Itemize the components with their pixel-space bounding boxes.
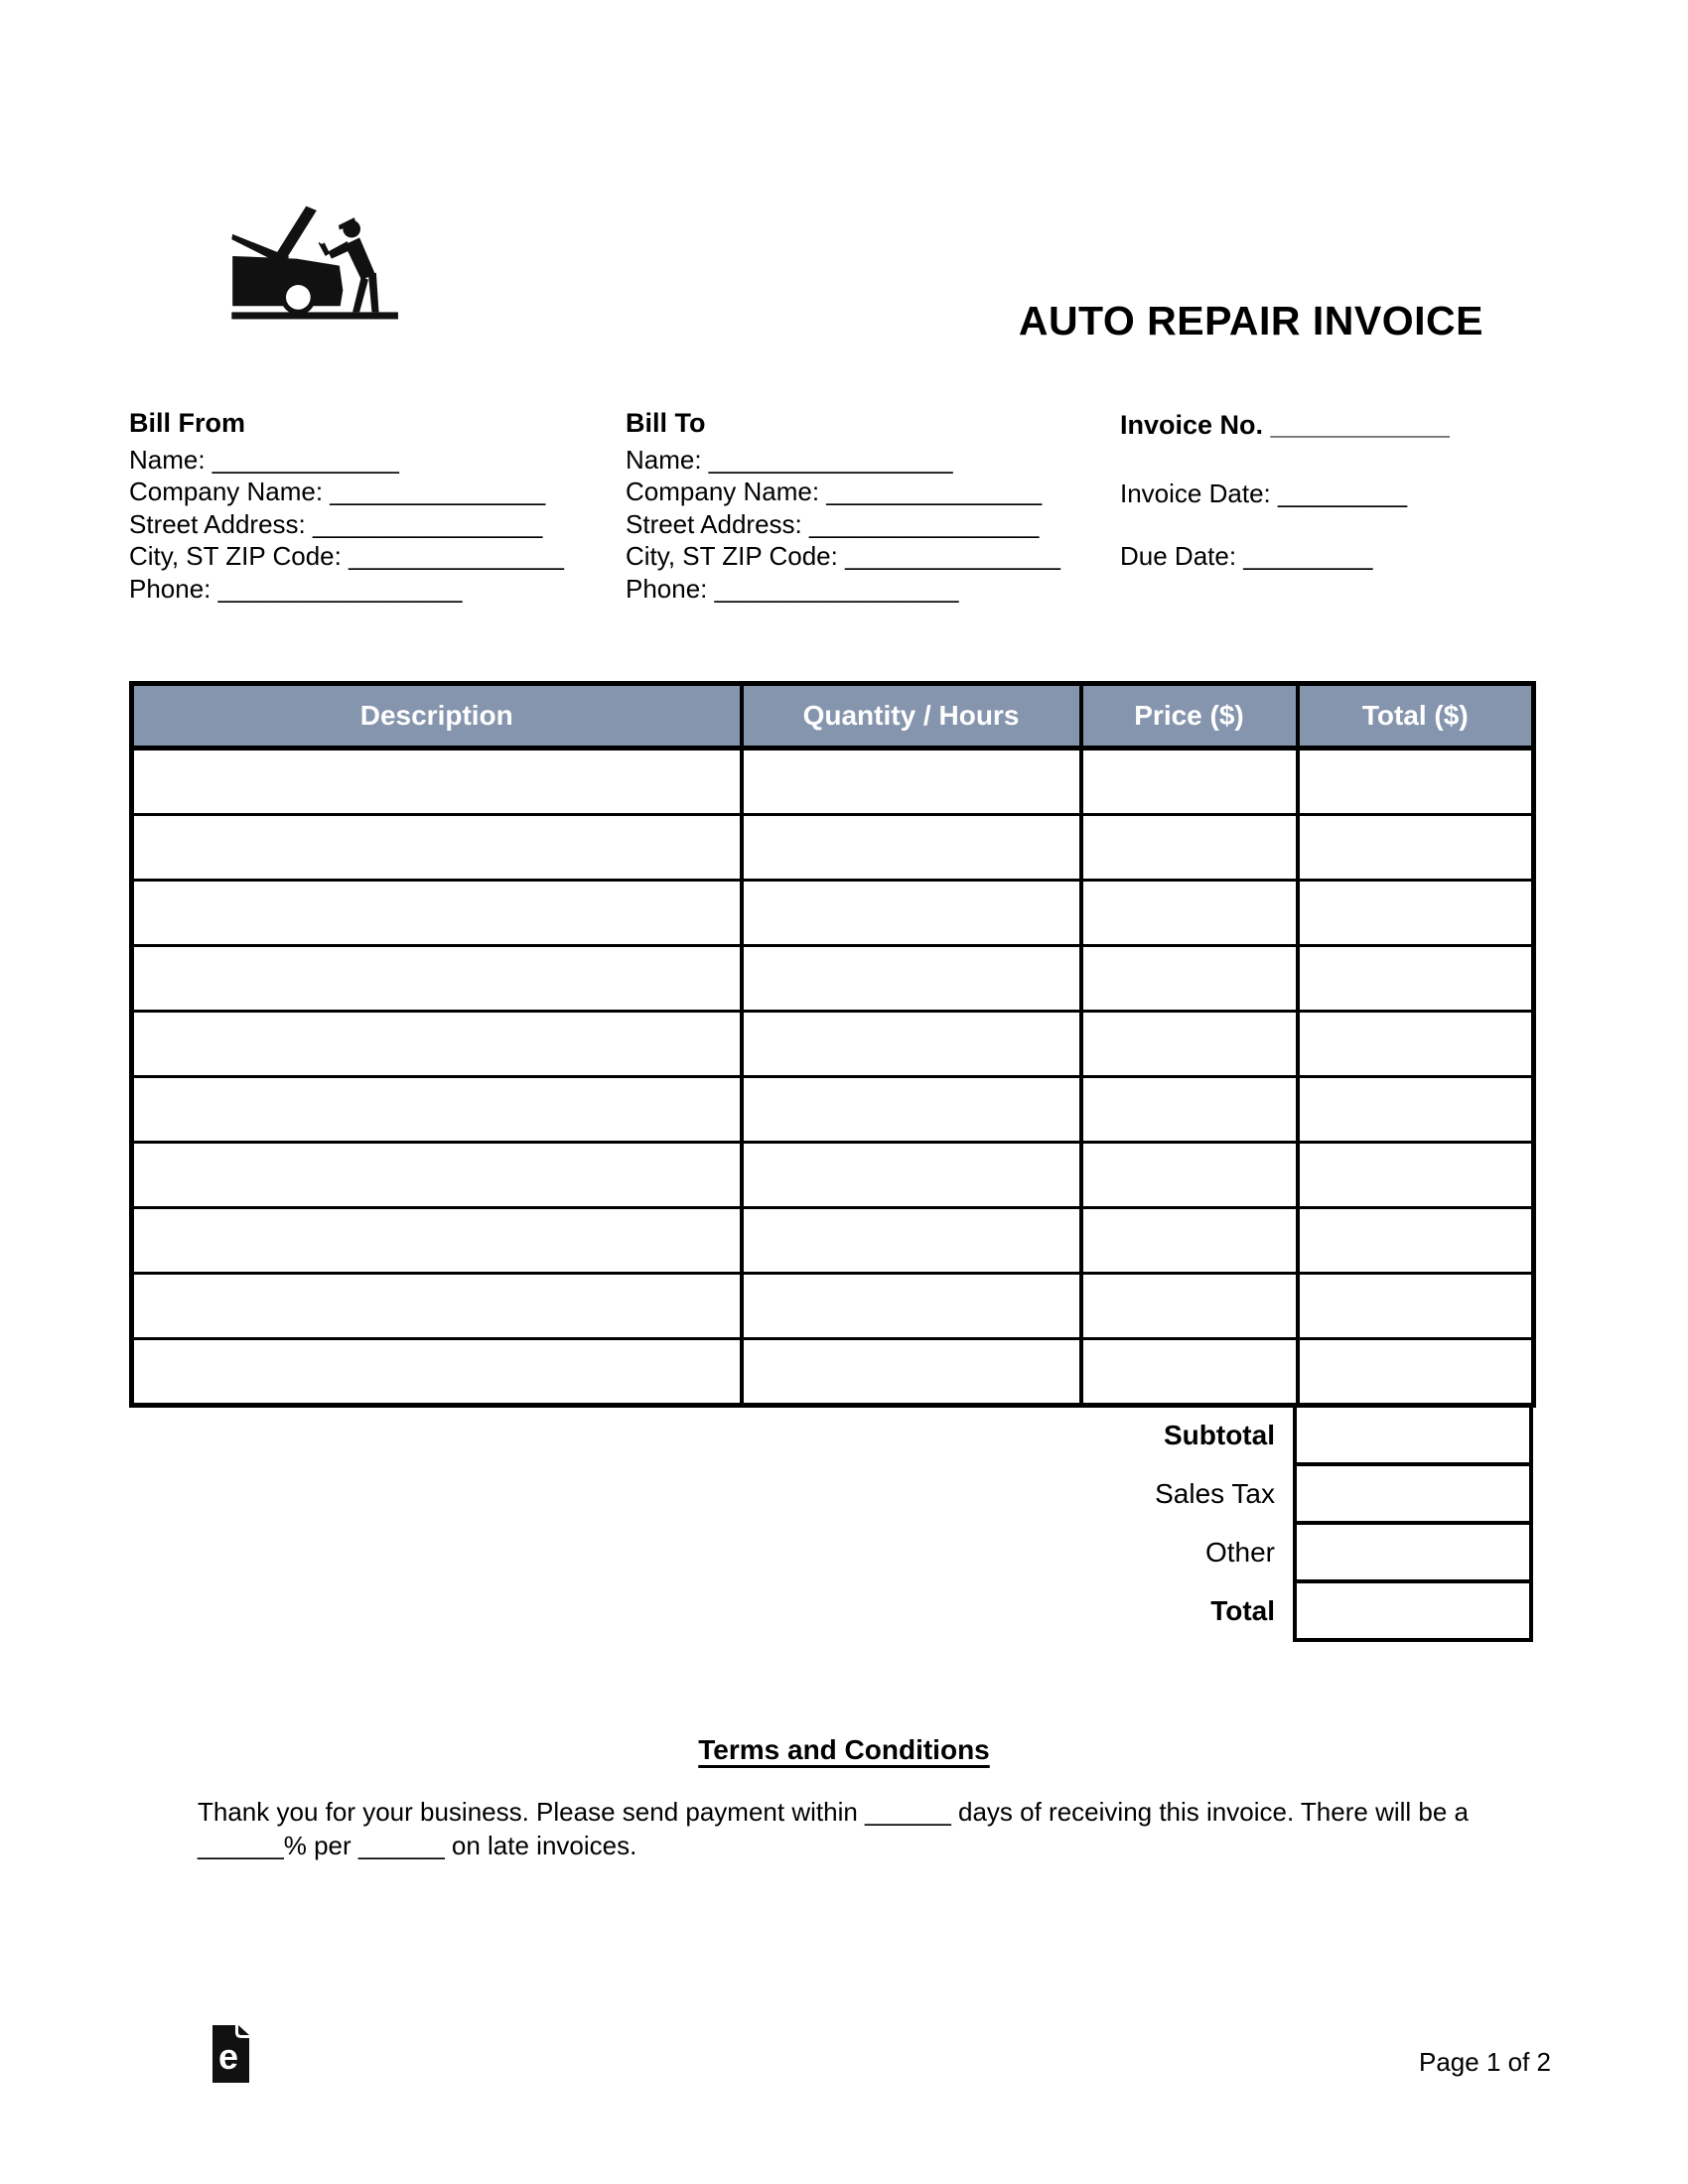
bill-to-city-field[interactable]: City, ST ZIP Code: _______________: [626, 541, 1060, 572]
item-cell[interactable]: [132, 1208, 742, 1274]
item-row: [132, 1208, 1534, 1274]
bill-to-company-field[interactable]: Company Name: _______________: [626, 477, 1043, 507]
subtotal-label: Subtotal: [1164, 1419, 1275, 1450]
item-cell[interactable]: [1298, 1012, 1534, 1077]
invoice-number-field[interactable]: Invoice No. ____________: [1120, 410, 1450, 440]
col-header-total: Total ($): [1298, 684, 1534, 749]
item-cell[interactable]: [132, 1012, 742, 1077]
item-cell[interactable]: [1081, 1339, 1298, 1406]
item-cell[interactable]: [742, 815, 1081, 881]
totals-table: [129, 1404, 1533, 1642]
item-cell[interactable]: [132, 946, 742, 1012]
item-cell[interactable]: [132, 1274, 742, 1339]
item-cell[interactable]: [742, 749, 1081, 815]
item-cell[interactable]: [1081, 1143, 1298, 1208]
eforms-document-logo: [210, 2025, 249, 2083]
item-row: [132, 1339, 1534, 1406]
item-cell[interactable]: [132, 1339, 742, 1406]
sales-tax-value-box[interactable]: [1295, 1464, 1531, 1523]
item-cell[interactable]: [1298, 1077, 1534, 1143]
hood-blade: [272, 206, 317, 262]
items-body: [132, 749, 1534, 1406]
subtotal-row: [129, 1406, 1531, 1464]
mechanic-car-logo: [211, 189, 421, 338]
bill-from-section: [129, 407, 564, 605]
item-cell[interactable]: [132, 1143, 742, 1208]
item-cell[interactable]: [132, 1077, 742, 1143]
item-row: [132, 1143, 1534, 1208]
due-date-field[interactable]: Due Date: _________: [1120, 541, 1373, 571]
item-row: [132, 749, 1534, 815]
item-cell[interactable]: [1298, 815, 1534, 881]
sales-tax-label: Sales Tax: [1155, 1477, 1275, 1509]
bill-to-phone-field[interactable]: Phone: _________________: [626, 573, 959, 604]
bill-from-street-field[interactable]: Street Address: ________________: [129, 508, 543, 539]
terms-heading: Terms and Conditions: [698, 1734, 990, 1765]
item-cell[interactable]: [1081, 881, 1298, 946]
item-row: [132, 815, 1534, 881]
other-row: [129, 1523, 1531, 1581]
bill-to-name-field[interactable]: Name: _________________: [626, 445, 953, 475]
item-cell[interactable]: [132, 749, 742, 815]
mechanic-leg-back: [368, 273, 379, 313]
total-row: [129, 1581, 1531, 1640]
invoice-date-field[interactable]: Invoice Date: _________: [1120, 478, 1408, 508]
item-cell[interactable]: [742, 1339, 1081, 1406]
item-cell[interactable]: [742, 881, 1081, 946]
item-cell[interactable]: [1081, 749, 1298, 815]
item-cell[interactable]: [1081, 1077, 1298, 1143]
other-label: Other: [1204, 1536, 1275, 1568]
item-cell[interactable]: [742, 1012, 1081, 1077]
total-value-box[interactable]: [1295, 1581, 1531, 1640]
item-cell[interactable]: [742, 1077, 1081, 1143]
col-header-description: Description: [132, 684, 742, 749]
item-cell[interactable]: [1298, 1274, 1534, 1339]
sales-tax-row: [129, 1464, 1531, 1523]
subtotal-value-box[interactable]: [1295, 1406, 1531, 1464]
item-cell[interactable]: [742, 1143, 1081, 1208]
bill-to-street-field[interactable]: Street Address: ________________: [626, 508, 1040, 539]
item-cell[interactable]: [1298, 1208, 1534, 1274]
bill-from-heading: Bill From: [129, 408, 246, 438]
item-cell[interactable]: [1298, 946, 1534, 1012]
item-cell[interactable]: [1298, 1143, 1534, 1208]
item-row: [132, 1274, 1534, 1339]
ground-line: [231, 312, 398, 319]
col-header-price: Price ($): [1081, 684, 1298, 749]
item-cell[interactable]: [132, 815, 742, 881]
total-label: Total: [1210, 1594, 1275, 1626]
mechanic-torso: [345, 237, 375, 279]
bill-from-phone-field[interactable]: Phone: _________________: [129, 573, 463, 604]
bill-from-company-field[interactable]: Company Name: _______________: [129, 477, 546, 507]
item-cell[interactable]: [742, 946, 1081, 1012]
item-row: [132, 881, 1534, 946]
terms-body-text: Thank you for your business. Please send payment within ______ days of receiving this invoice. There will be a ______% per ______ on late invoices.: [198, 1797, 1470, 1860]
item-row: [132, 1077, 1534, 1143]
items-table: [129, 681, 1536, 1408]
item-cell[interactable]: [132, 881, 742, 946]
bill-to-section: [626, 407, 1060, 605]
item-cell[interactable]: [742, 1208, 1081, 1274]
item-cell[interactable]: [1298, 881, 1534, 946]
item-cell[interactable]: [1081, 1274, 1298, 1339]
item-cell[interactable]: [1081, 815, 1298, 881]
item-row: [132, 946, 1534, 1012]
items-header-row: [132, 684, 1534, 749]
bill-from-city-field[interactable]: City, ST ZIP Code: _______________: [129, 541, 564, 572]
item-row: [132, 1012, 1534, 1077]
col-header-quantity-hours: Quantity / Hours: [742, 684, 1081, 749]
page-number: Page 1 of 2: [1419, 2047, 1551, 2077]
page-title: AUTO REPAIR INVOICE: [1018, 298, 1483, 343]
mechanic-leg-front: [352, 276, 368, 312]
invoice-meta-section: [1120, 409, 1450, 571]
item-cell[interactable]: [1081, 946, 1298, 1012]
mechanic-arm: [328, 241, 351, 259]
bill-from-name-field[interactable]: Name: _____________: [129, 445, 399, 475]
item-cell[interactable]: [1081, 1208, 1298, 1274]
svg-text:e: e: [217, 2036, 239, 2077]
item-cell[interactable]: [1298, 1339, 1534, 1406]
bill-to-heading: Bill To: [626, 408, 706, 438]
items-table-section: [129, 681, 1531, 1642]
item-cell[interactable]: [1298, 749, 1534, 815]
other-value-box[interactable]: [1295, 1523, 1531, 1581]
item-cell[interactable]: [1081, 1012, 1298, 1077]
item-cell[interactable]: [742, 1274, 1081, 1339]
